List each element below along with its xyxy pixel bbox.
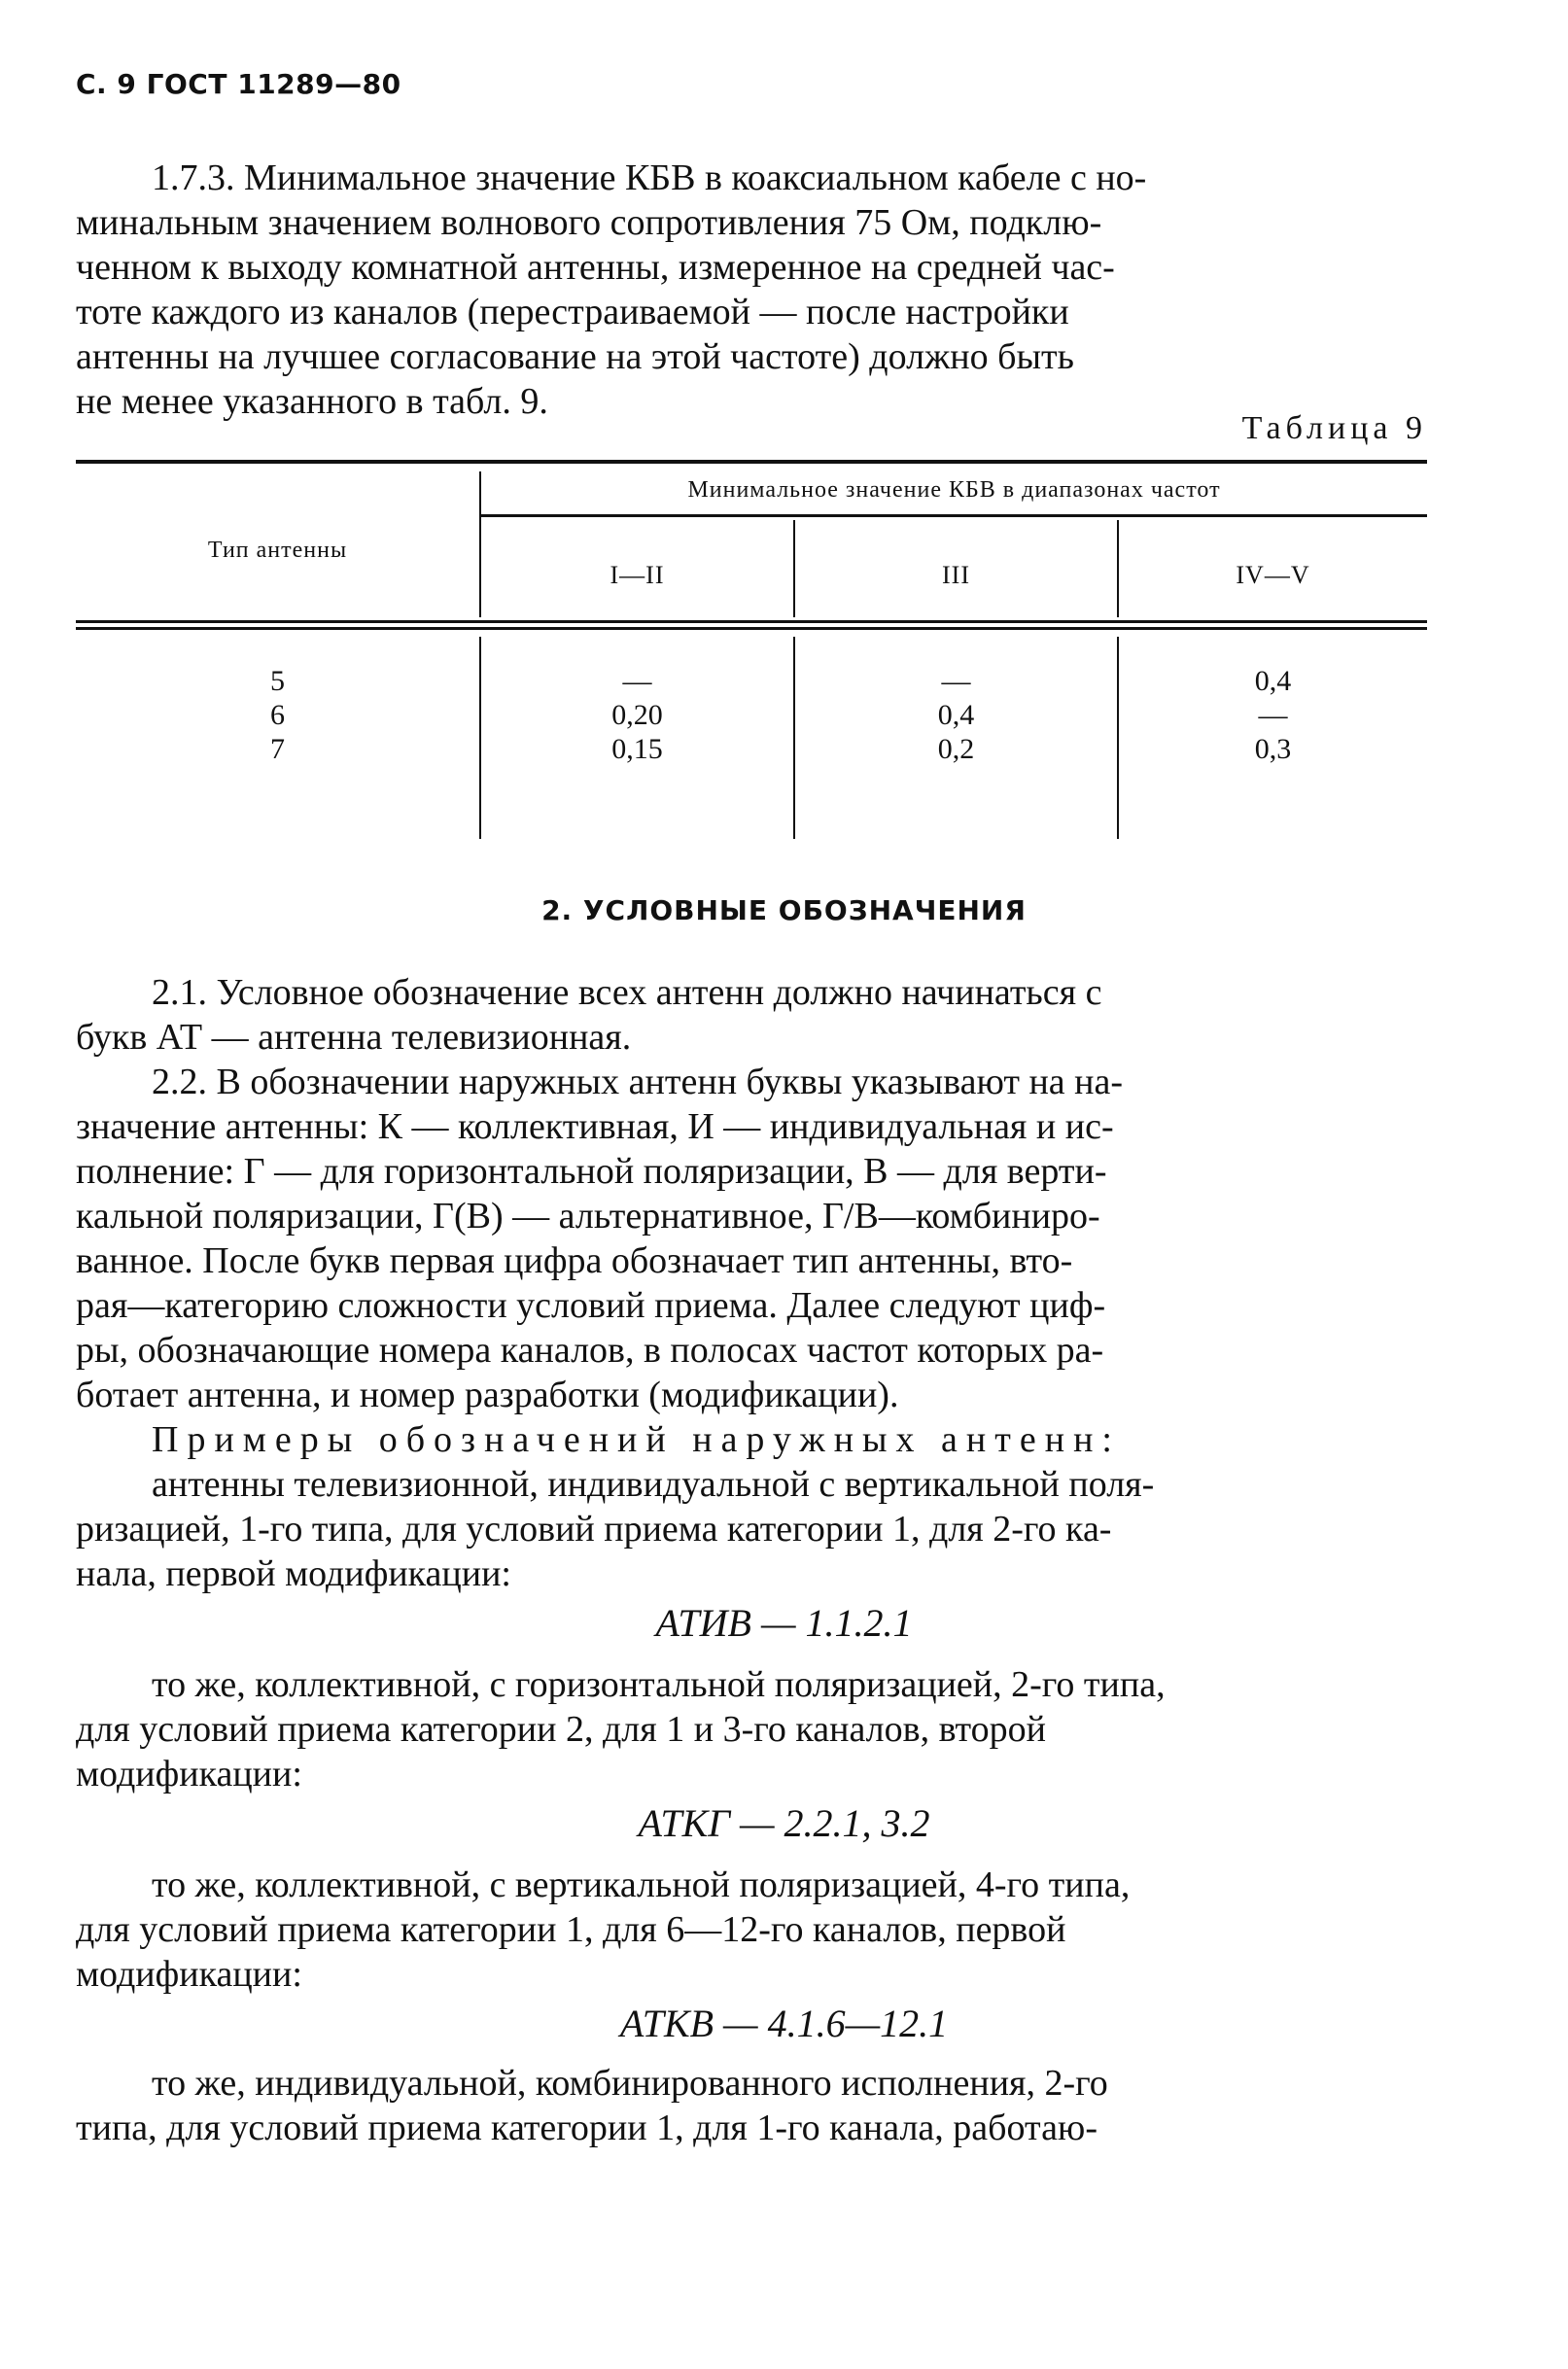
examples-heading: Примеры обозначений наружных антенн: [152,1419,1121,1460]
text-line: 2.2. В обозначении наружных антенн буквы указывают на на- [152,1062,1124,1102]
text-line: кальной поляризации, Г(В) — альтернативное, Г/В—комбиниро- [76,1196,1100,1237]
text-line: то же, коллективной, с вертикальной поляризацией, 4-го типа, [152,1864,1131,1905]
table-top-rule [76,460,1427,464]
text-line: 1.7.3. Минимальное значение КБВ в коаксиальном кабеле с но- [152,157,1147,198]
text-line: ченном к выходу комнатной антенны, измеренное на средней час- [76,247,1115,288]
text-line: для условий приема категории 2, для 1 и 3-го каналов, второй [76,1709,1047,1750]
text-line: антенны телевизионной, индивидуальной с вертикальной поля- [152,1464,1155,1505]
page-header: С. 9 ГОСТ 11289—80 [76,68,401,100]
cell-values: — 0,4 0,2 [937,665,975,765]
text-line: для условий приема категории 1, для 6—12-го каналов, первой [76,1909,1066,1950]
text-line: ванное. После букв первая цифра обозначает тип антенны, вто- [76,1240,1073,1281]
text-line: модификации: [76,1754,302,1794]
cell-types: 5 6 7 [270,665,285,765]
table-9 [76,460,1427,839]
designation-example-1: АТИВ — 1.1.2.1 [655,1601,913,1645]
text-line: не менее указанного в табл. 9. [76,381,548,422]
text-line: ризацией, 1-го типа, для условий приема категории 1, для 2-го ка- [76,1509,1112,1550]
cell-values: 0,4 — 0,3 [1254,665,1292,765]
text-line: ботает антенна, и номер разработки (модификации). [76,1375,899,1415]
text-line: минальным значением волнового сопротивления 75 Ом, подклю- [76,202,1102,243]
text-line: полнение: Г — для горизонтальной поляризации, В — для верти- [76,1151,1107,1192]
text-line: ры, обозначающие номера каналов, в полосах частот которых ра- [76,1330,1104,1371]
group-header: Минимальное значение КБВ в диапазонах частот [687,477,1221,503]
text-line: 2.1. Условное обозначение всех антенн должно начинаться с [152,972,1102,1013]
text-line: тоте каждого из каналов (перестраиваемой — после настройки [76,292,1069,332]
text-line: типа, для условий приема категории 1, для 1-го канала, работаю- [76,2108,1098,2148]
group-header-rule [481,514,1427,517]
text-line: антенны на лучшее согласование на этой частоте) должно быть [76,336,1074,377]
cell-values: — 0,20 0,15 [611,665,663,765]
band-header: I—II [610,561,665,589]
text-line: букв АТ — антенна телевизионная. [76,1017,632,1058]
text-line: значение антенны: К — коллективная, И — индивидуальная и ис- [76,1106,1114,1147]
table-caption: Таблица 9 [1241,410,1427,446]
section-title: 2. УСЛОВНЫЕ ОБОЗНАЧЕНИЯ [541,894,1027,926]
header-rule-1 [76,620,1427,623]
column-header-type: Тип антенны [207,538,348,563]
designation-example-2: АТКГ — 2.2.1, 3.2 [638,1801,930,1845]
text-line: рая—категорию сложности условий приема. Далее следуют циф- [76,1285,1106,1326]
text-line: то же, индивидуальной, комбинированного исполнения, 2-го [152,2063,1108,2104]
band-header: IV—V [1236,561,1310,589]
designation-example-3: АТКВ — 4.1.6—12.1 [619,2002,949,2045]
band-header: III [942,561,970,589]
text-line: модификации: [76,1954,302,1995]
text-line: то же, коллективной, с горизонтальной поляризацией, 2-го типа, [152,1664,1166,1705]
header-rule-2 [76,627,1427,630]
text-line: нала, первой модификации: [76,1553,511,1594]
